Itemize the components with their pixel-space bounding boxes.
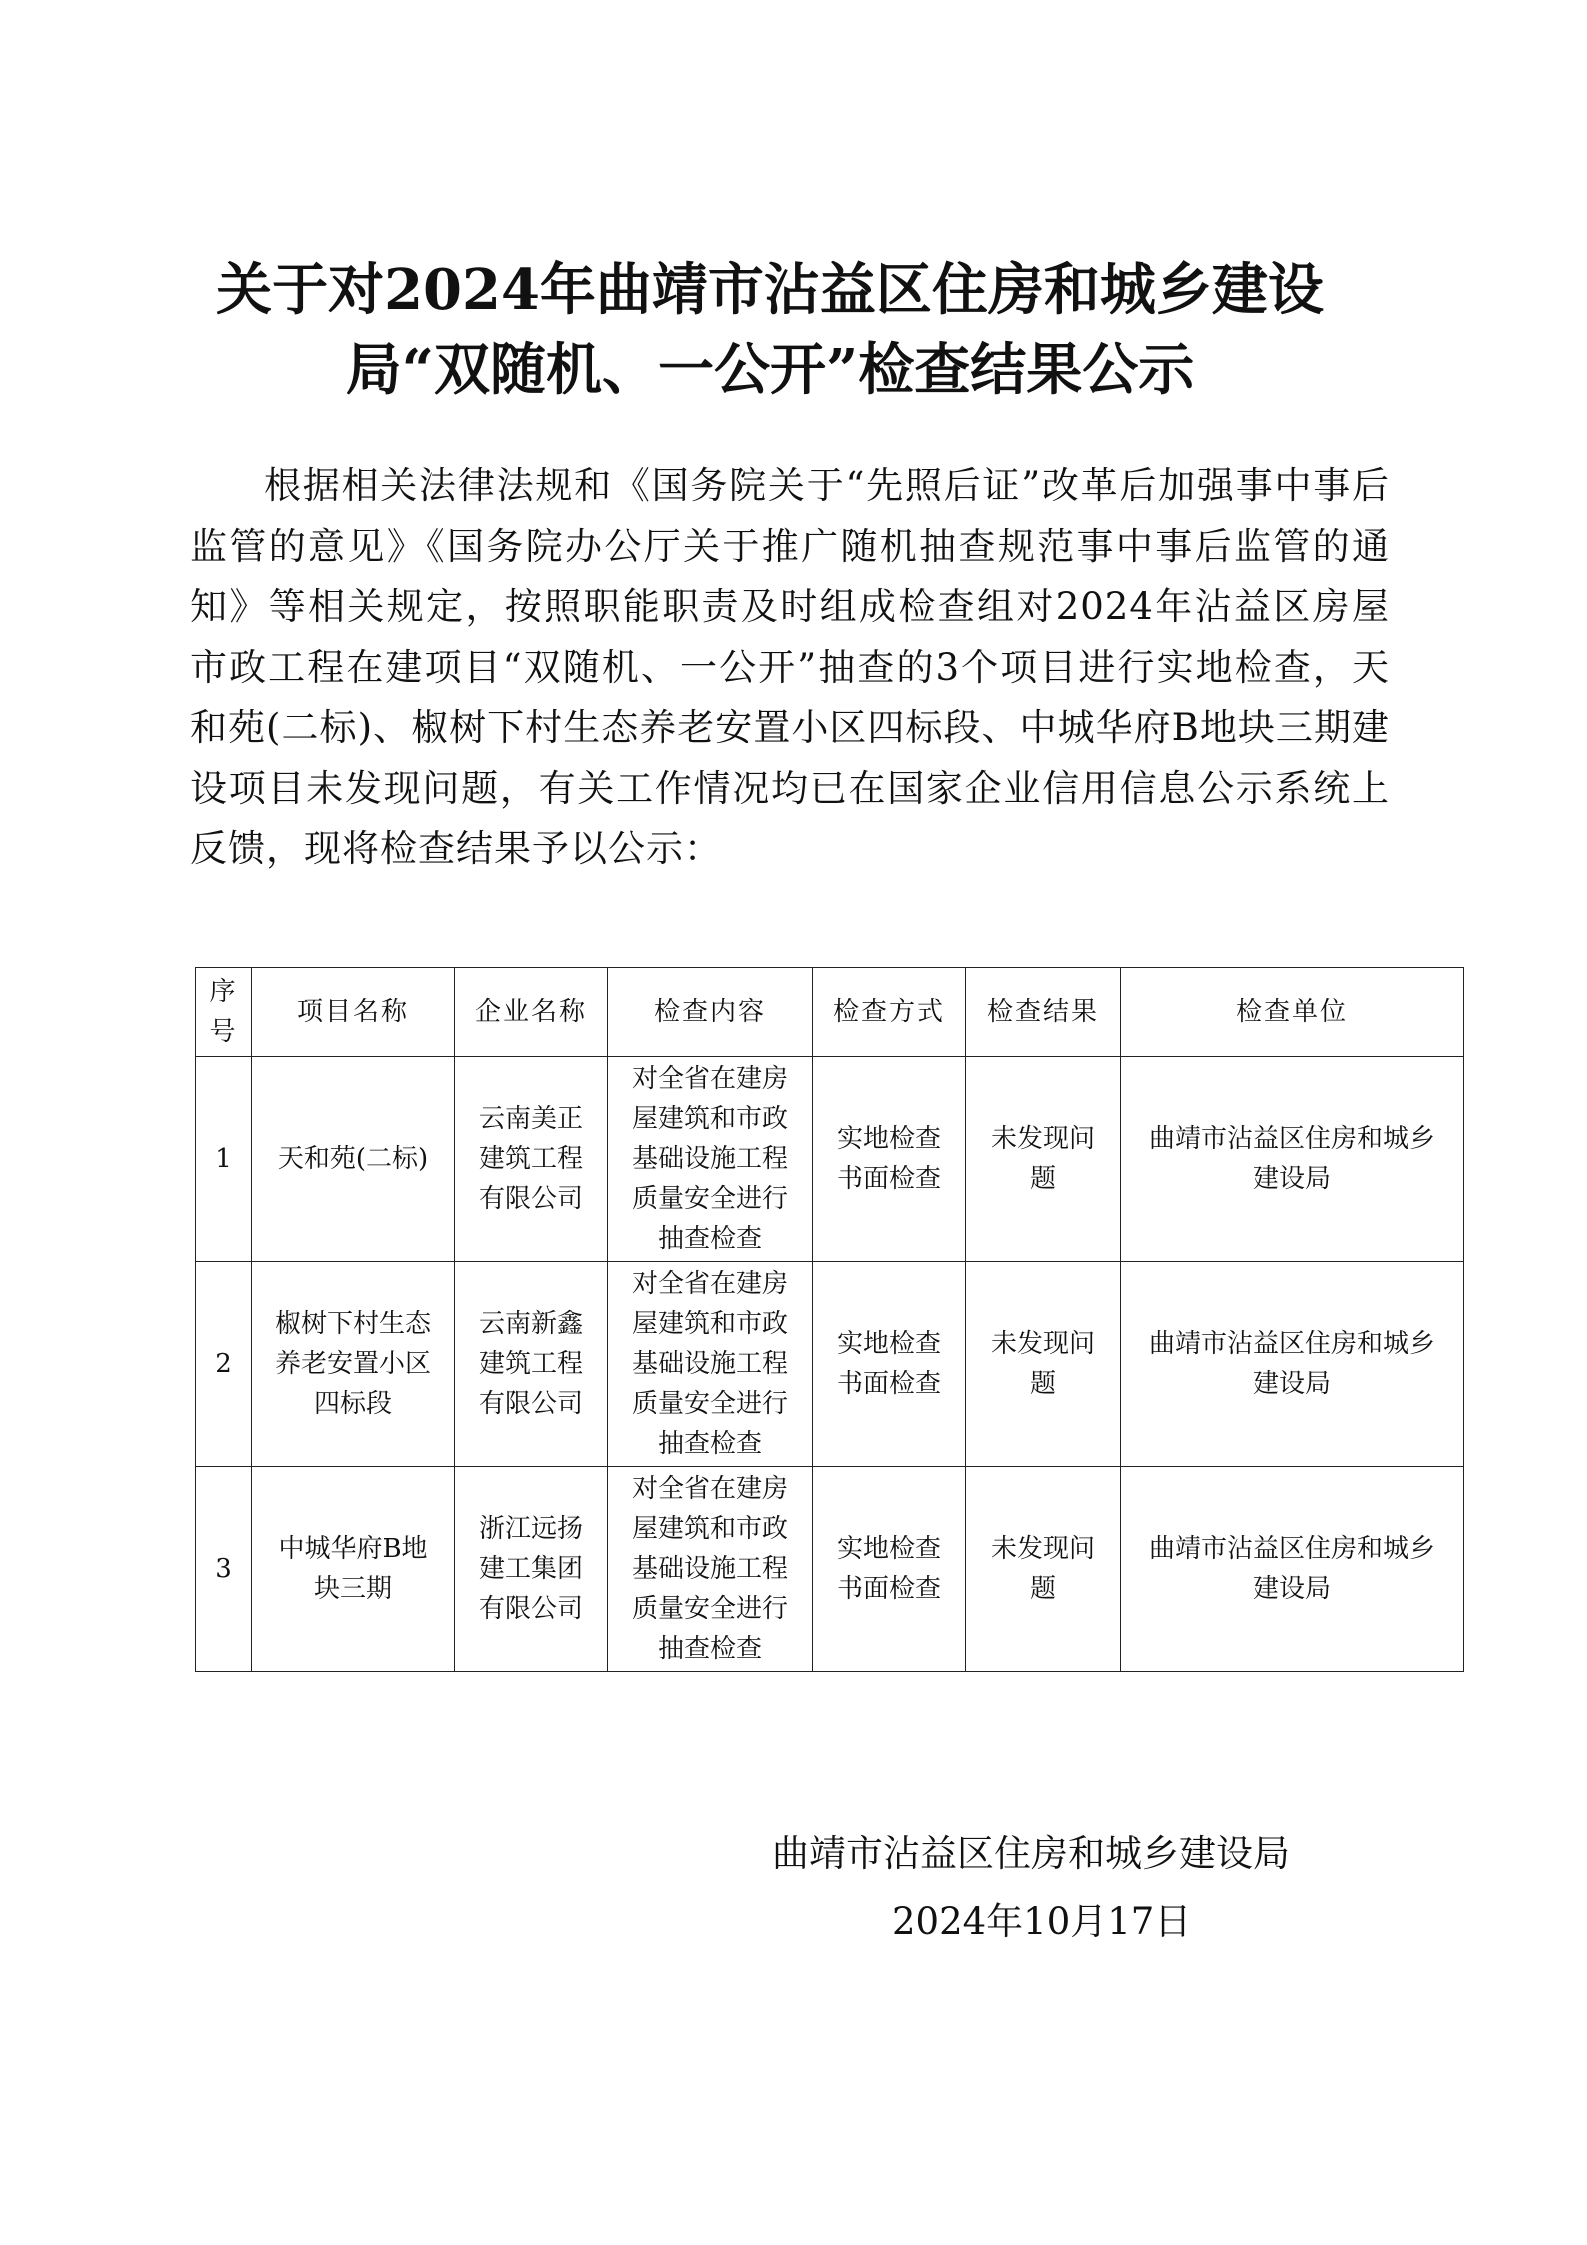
table-row <box>196 1467 1464 1672</box>
header-content: 检查内容 <box>608 968 813 1057</box>
cell-unit: 曲靖市沾益区住房和城乡 建设局 <box>1121 1467 1464 1672</box>
cell-seq: 2 <box>196 1262 252 1467</box>
cell-method: 实地检查 书面检查 <box>813 1262 966 1467</box>
issue-date: 2024年10月17日 <box>892 1900 1192 1943</box>
signature-block <box>760 1820 1380 1956</box>
cell-unit: 曲靖市沾益区住房和城乡 建设局 <box>1121 1262 1464 1467</box>
title-line-2: 局“双随机、一公开”检查结果公示 <box>345 337 1195 403</box>
header-method: 检查方式 <box>813 968 966 1057</box>
inspection-result-table <box>195 967 1464 1672</box>
issuing-organization: 曲靖市沾益区住房和城乡建设局 <box>772 1832 1290 1875</box>
cell-project: 椒树下村生态 养老安置小区 四标段 <box>252 1262 455 1467</box>
header-result: 检查结果 <box>966 968 1121 1057</box>
cell-project: 天和苑(二标) <box>252 1057 455 1262</box>
cell-unit: 曲靖市沾益区住房和城乡 建设局 <box>1121 1057 1464 1262</box>
table-header-row <box>196 968 1464 1057</box>
title-line-1: 关于对2024年曲靖市沾益区住房和城乡建设 <box>216 257 1324 323</box>
cell-company: 云南美正 建筑工程 有限公司 <box>455 1057 608 1262</box>
cell-company: 浙江远扬 建工集团 有限公司 <box>455 1467 608 1672</box>
notice-body: 根据相关法律法规和《国务院关于“先照后证”改革后加强事中事后监管的意见》《国务院办公厅关于推广随机抽查规范事中事后监管的通知》等相关规定，按照职能职责及时组成检查组对2024年沾益区房屋市政工程在建项目“双随机、一公开”抽查的3个项目进行实地检查，天和苑(二标)、椒树下村生态养老安置小区四标段、中城华府B地块三期建设项目未发现问题，有关工作情况均已在国家企业信用信息公示系统上反馈，现将检查结果予以公示： <box>190 464 1390 870</box>
cell-seq: 3 <box>196 1467 252 1672</box>
header-project: 项目名称 <box>252 968 455 1057</box>
table-row <box>196 1262 1464 1467</box>
cell-content: 对全省在建房 屋建筑和市政 基础设施工程 质量安全进行 抽查检查 <box>608 1262 813 1467</box>
header-seq: 序 号 <box>196 968 252 1057</box>
table-row <box>196 1057 1464 1262</box>
cell-result: 未发现问 题 <box>966 1467 1121 1672</box>
cell-content: 对全省在建房 屋建筑和市政 基础设施工程 质量安全进行 抽查检查 <box>608 1057 813 1262</box>
cell-result: 未发现问 题 <box>966 1057 1121 1262</box>
cell-method: 实地检查 书面检查 <box>813 1467 966 1672</box>
cell-result: 未发现问 题 <box>966 1262 1121 1467</box>
cell-method: 实地检查 书面检查 <box>813 1057 966 1262</box>
cell-seq: 1 <box>196 1057 252 1262</box>
page-title <box>150 250 1390 410</box>
cell-content: 对全省在建房 屋建筑和市政 基础设施工程 质量安全进行 抽查检查 <box>608 1467 813 1672</box>
cell-company: 云南新鑫 建筑工程 有限公司 <box>455 1262 608 1467</box>
header-company: 企业名称 <box>455 968 608 1057</box>
header-unit: 检查单位 <box>1121 968 1464 1057</box>
cell-project: 中城华府B地 块三期 <box>252 1467 455 1672</box>
